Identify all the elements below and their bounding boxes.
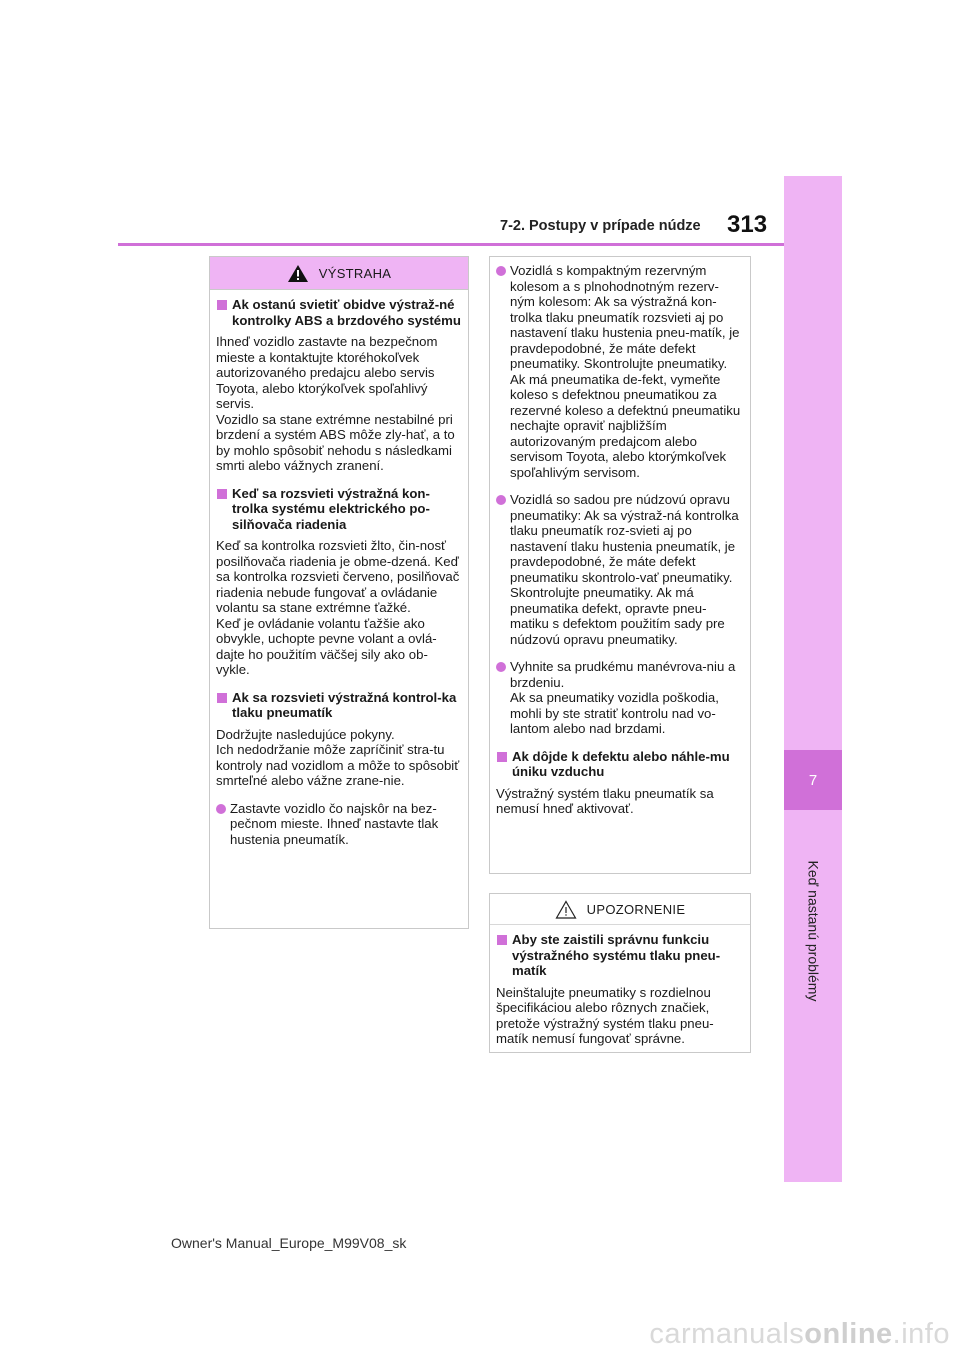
list-item-text: Vyhnite sa prudkému manévrova-niu a brzdeniu. Ak sa pneumatiky vozidla poškodia, mohli by ste stratiť kontrolu nad vo-lantom alebo nad brzdami. — [510, 659, 736, 736]
caution-box-header — [490, 894, 750, 925]
list-item-text: Vozidlá s kompaktným rezervným kolesom a s plnohodnotným rezerv-ným kolesom: Ak sa výstražná kon-trolka tlaku pneumatík rozsvieti aj po nastavení tlaku hustenia pneu-matík, je pravdepodobné, že máte defekt pneumatiky. Skontrolujte pneumatiky. Ak má pneumatika de-fekt, vymeňte koleso s defektnou pneumatikou za rezervné koleso a defektnú pneumatiku nechajte opraviť najbližším autorizovaným predajcom alebo servisom Toyota, alebo ktorýmkoľvek spoľahlivým servisom. — [510, 263, 741, 480]
section-heading-text: Ak ostanú svietiť obidve výstraž-né kontrolky ABS a brzdového systému — [232, 297, 461, 328]
list-item-text: Zastavte vozidlo čo najskôr na bez-pečnom mieste. Ihneď nastavte tlak hustenia pneumatík. — [230, 800, 439, 847]
circle-bullet-icon — [496, 662, 506, 672]
warning-triangle-icon — [287, 264, 309, 283]
square-bullet-icon — [217, 693, 227, 703]
caution-triangle-icon — [555, 900, 577, 919]
circle-bullet-icon — [216, 804, 226, 814]
warning-box-header — [210, 257, 468, 290]
circle-bullet-icon — [496, 495, 506, 505]
warning-continuation-box — [489, 256, 751, 874]
circle-bullet-icon — [496, 266, 506, 276]
section-paragraph: Ihneď vozidlo zastavte na bezpečnom mieste a kontaktujte ktoréhokoľvek autorizovaného predajcu alebo servis Toyota, alebo ktorýkoľvek spoľahlivý servis. Vozidlo sa stane extrémne nestabilné pri brzdení a systém ABS môže zly-hať, a to by mohlo spôsobiť nehodu s následkami smrti alebo vážnych zranení. — [216, 334, 455, 473]
watermark-text-bold: online — [804, 1318, 893, 1350]
section-heading-text: Ak dôjde k defektu alebo náhle-mu úniku vzduchu — [512, 748, 730, 779]
chapter-title: Keď nastanú problémy — [805, 860, 822, 1002]
section-heading — [216, 297, 461, 328]
square-bullet-icon — [217, 300, 227, 310]
list-item — [496, 659, 743, 737]
watermark — [649, 1318, 950, 1351]
footer-manual-id: Owner's Manual_Europe_M99V08_sk — [171, 1235, 407, 1251]
watermark-text-suffix: .info — [892, 1318, 950, 1350]
warning-box — [209, 256, 469, 929]
section-heading — [216, 690, 461, 721]
section-paragraph: Keď sa kontrolka rozsvieti žlto, čin-nosť posilňovača riadenia je obme-dzená. Keď sa kontrolka rozsvieti červeno, posilňovač riadenia nebude fungovať a ovládanie volantu sa stane extrémne ťažké. Keď je ovládanie volantu ťažšie ako obvykle, uchopte pevne volant a ovlá-dajte ho použitím väčšej sily ako ob-vykle. — [216, 538, 460, 677]
caution-box — [489, 893, 751, 1053]
section-heading-text: Ak sa rozsvieti výstražná kontrol-ka tlaku pneumatík — [232, 689, 457, 720]
chapter-number: 7 — [784, 750, 842, 810]
warning-box-title: VÝSTRAHA — [318, 265, 392, 281]
caution-box-body — [490, 925, 750, 1047]
list-item-text: Vozidlá so sadou pre núdzovú opravu pneumatiky: Ak sa výstraž-ná kontrolka tlaku pneumatík roz-svieti aj po nastavení tlaku hustenia pneumatík, je pravdepodobné, že máte defekt pneumatiku skontrolo-vať pneumatiky. Skontrolujte pneumatiky. Ak má pneumatika defekt, opravte pneu-matiku s defektom použitím sady pre núdzovú opravu pneumatiky. — [510, 492, 739, 647]
warning-continuation-body — [490, 257, 750, 817]
watermark-text-regular: carmanuals — [649, 1318, 805, 1350]
list-item — [496, 263, 743, 480]
chapter-side-tab — [784, 176, 842, 1182]
section-heading — [216, 486, 461, 533]
square-bullet-icon — [497, 935, 507, 945]
section-heading-text: Keď sa rozsvieti výstražná kon-trolka systému elektrického po-silňovača riadenia — [232, 485, 430, 532]
section-title: 7-2. Postupy v prípade núdze — [500, 218, 701, 234]
list-item — [496, 492, 743, 647]
chapter-title-container — [784, 821, 842, 1041]
section-paragraph: Dodržujte nasledujúce pokyny. Ich nedodržanie môže zapríčiniť stra-tu kontroly nad vozidlom a môže to spôsobiť smrteľné alebo vážne zrane-nie. — [216, 726, 460, 788]
warning-box-body — [210, 290, 468, 847]
section-heading-text: Aby ste zaistili správnu funkciu výstražného systému tlaku pneu-matík — [512, 932, 721, 978]
section-paragraph: Neinštalujte pneumatiky s rozdielnou špecifikáciou alebo rôznych značiek, pretože výstražný systém tlaku pneu-matík nemusí fungovať správne. — [496, 984, 714, 1046]
section-heading — [496, 749, 743, 780]
page-number: 313 — [727, 211, 768, 238]
section-paragraph: Výstražný systém tlaku pneumatík sa nemusí hneď aktivovať. — [496, 785, 714, 816]
caution-box-title: UPOZORNENIE — [586, 901, 686, 917]
header-rule — [118, 243, 784, 246]
list-item — [216, 801, 461, 848]
section-heading — [496, 932, 743, 979]
square-bullet-icon — [497, 752, 507, 762]
square-bullet-icon — [217, 489, 227, 499]
